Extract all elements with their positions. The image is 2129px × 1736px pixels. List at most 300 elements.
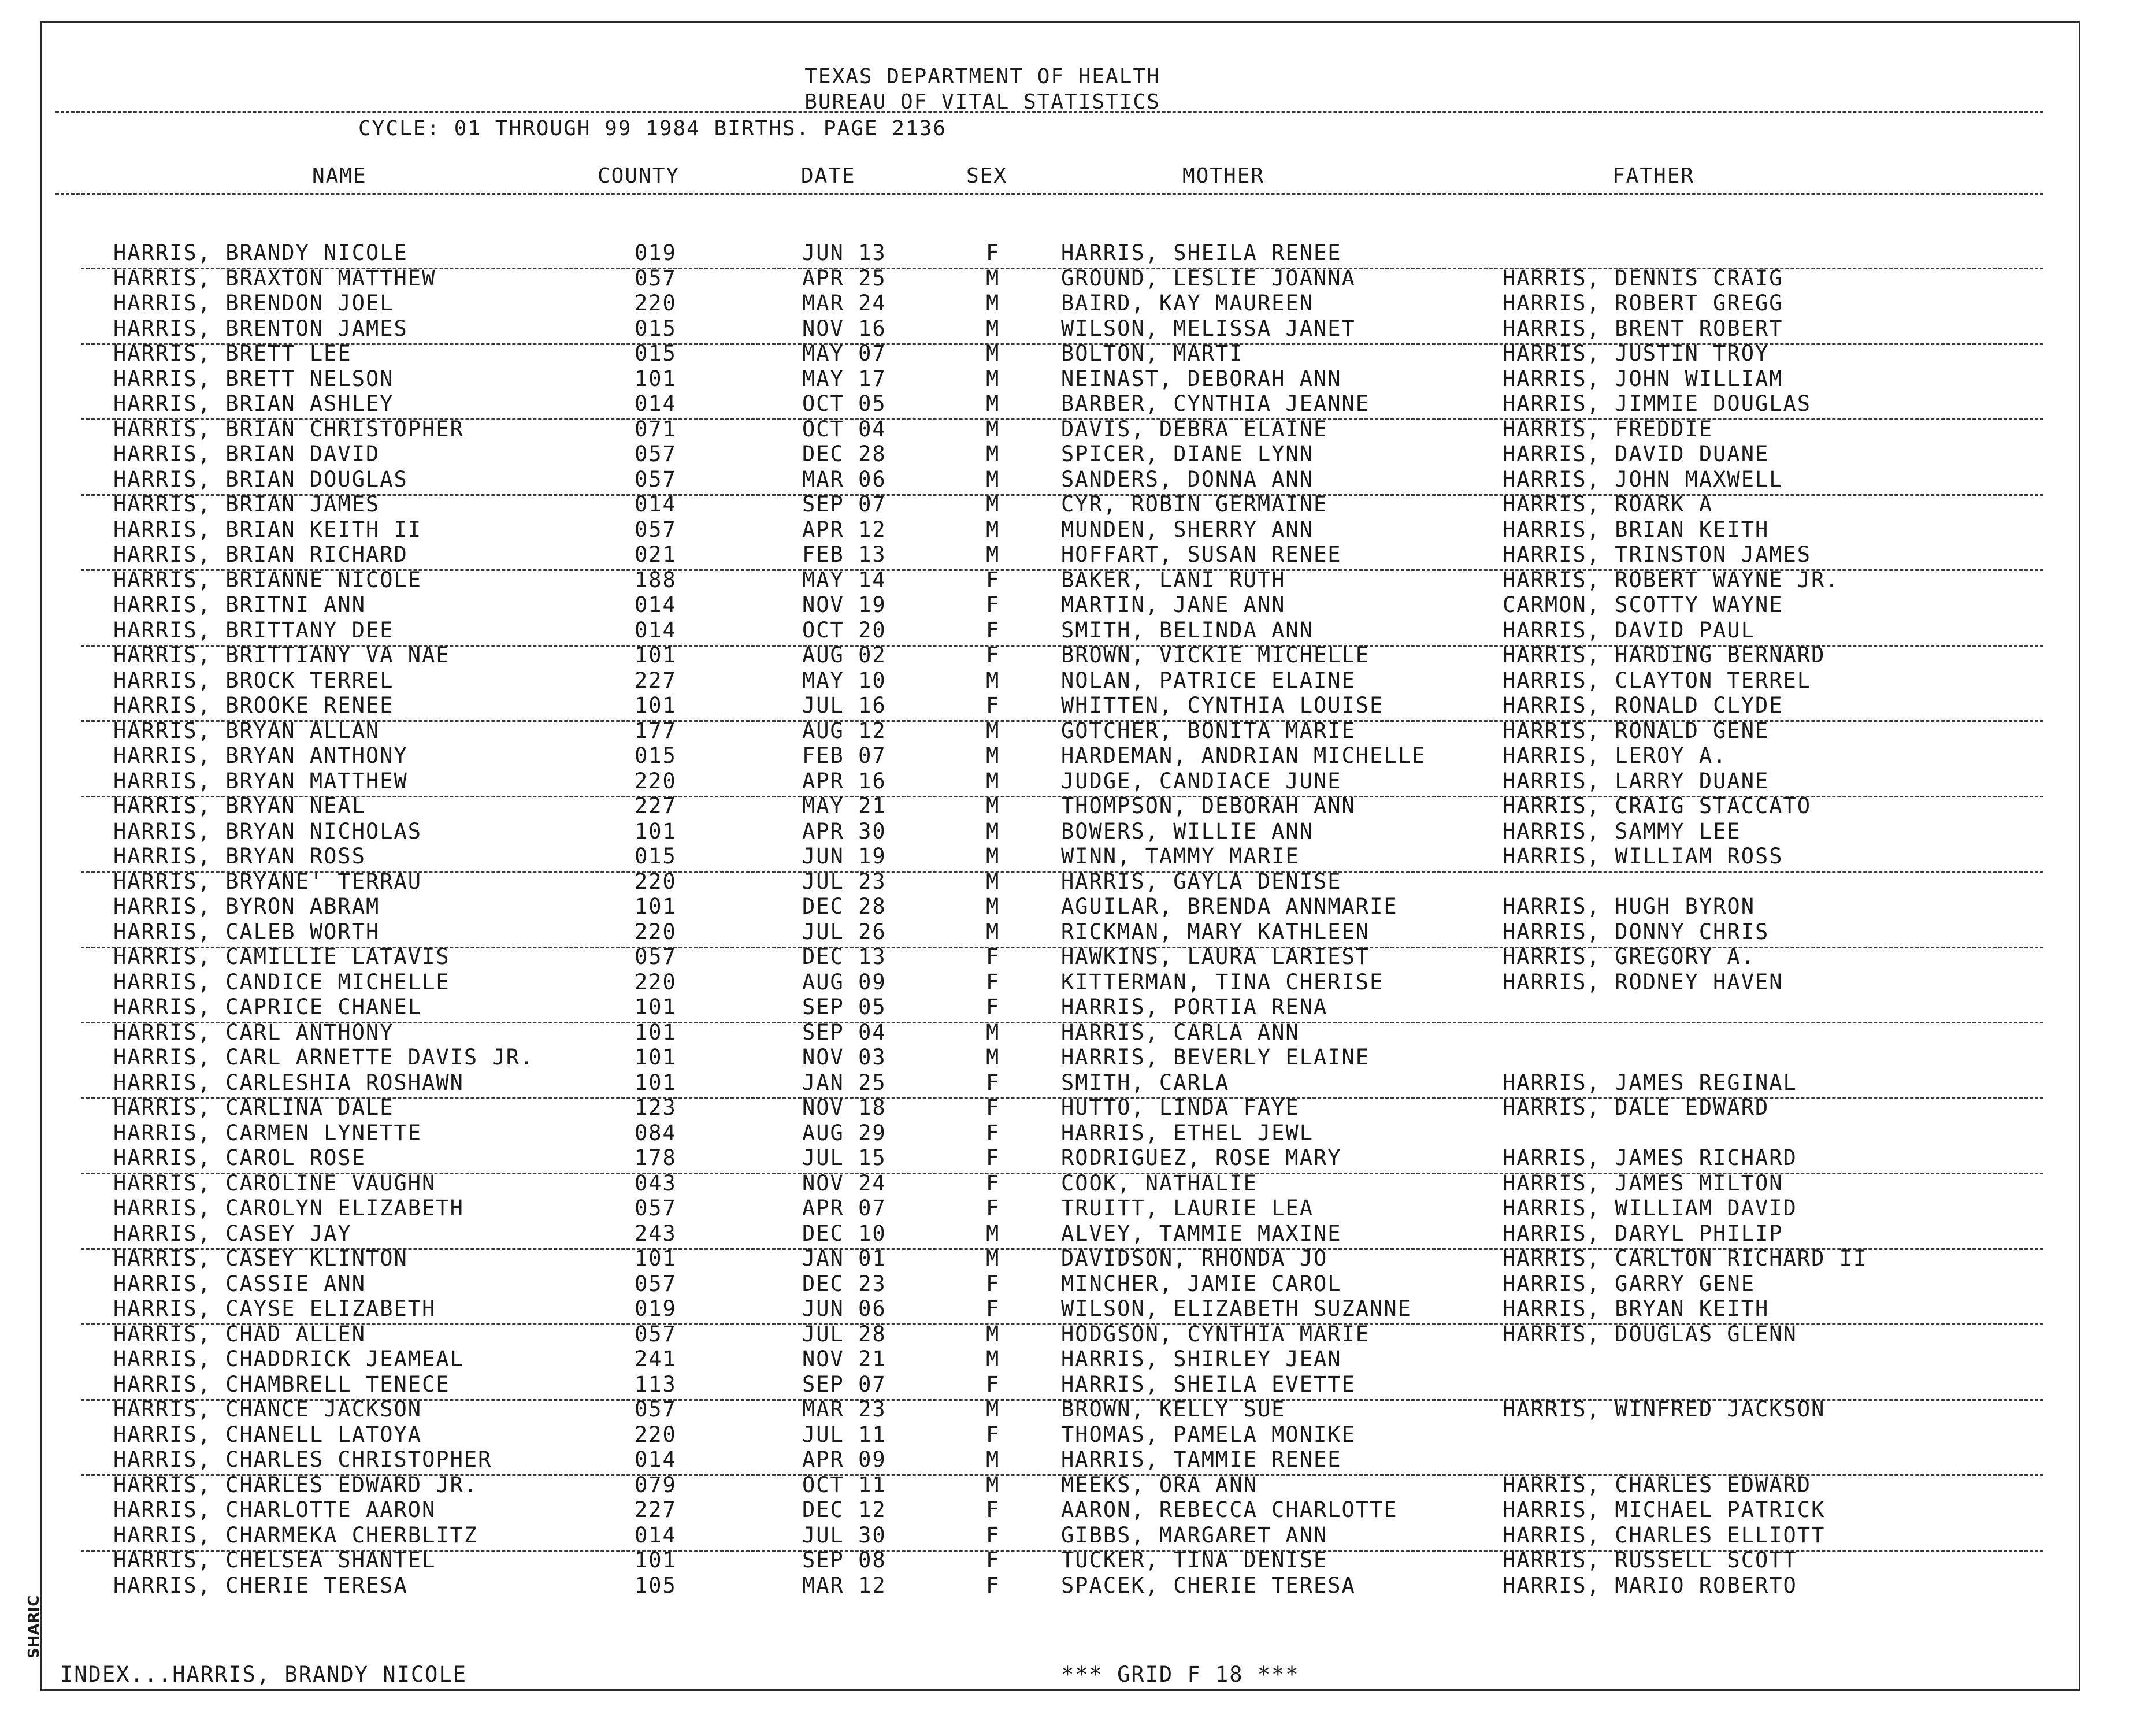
cell-sex: M	[986, 894, 1000, 919]
cell-date: JUL 11	[802, 1422, 887, 1447]
table-row	[0, 240, 2129, 266]
cell-mother: HARRIS, BEVERLY ELAINE	[1061, 1045, 1370, 1070]
cell-name: HARRIS, BRIAN DOUGLAS	[113, 467, 408, 492]
cell-sex: M	[986, 1246, 1000, 1271]
cell-father: HARRIS, ROBERT WAYNE JR.	[1503, 567, 1839, 592]
cell-name: HARRIS, BRENTON JAMES	[113, 316, 408, 341]
cell-mother: JUDGE, CANDIACE JUNE	[1061, 769, 1342, 793]
cell-father: HARRIS, CHARLES ELLIOTT	[1503, 1523, 1826, 1548]
cell-date: JUN 06	[802, 1296, 887, 1321]
cell-date: SEP 07	[802, 492, 887, 517]
cell-father: HARRIS, SAMMY LEE	[1503, 819, 1741, 844]
cell-county: 177	[635, 718, 677, 743]
cell-mother: HUTTO, LINDA FAYE	[1061, 1095, 1300, 1120]
cell-date: MAR 12	[802, 1573, 887, 1598]
table-row	[0, 1523, 2129, 1548]
cell-father: HARRIS, DARYL PHILIP	[1503, 1221, 1783, 1246]
cell-date: NOV 18	[802, 1095, 887, 1120]
cell-date: NOV 21	[802, 1346, 887, 1371]
cell-date: JAN 25	[802, 1070, 887, 1095]
cell-mother: SPACEK, CHERIE TERESA	[1061, 1573, 1356, 1598]
cell-county: 101	[635, 366, 677, 391]
cell-name: HARRIS, CANDICE MICHELLE	[113, 970, 450, 995]
cell-date: AUG 12	[802, 718, 887, 743]
table-row	[0, 567, 2129, 593]
cell-mother: BOWERS, WILLIE ANN	[1061, 819, 1314, 844]
table-row	[0, 1196, 2129, 1221]
cell-sex: F	[986, 592, 1000, 617]
cell-date: APR 12	[802, 517, 887, 542]
cell-father: HARRIS, JOHN MAXWELL	[1503, 467, 1783, 492]
cell-county: 057	[635, 467, 677, 492]
header-rule	[55, 111, 2043, 113]
cell-date: OCT 20	[802, 618, 887, 643]
cell-mother: HARDEMAN, ANDRIAN MICHELLE	[1061, 743, 1426, 768]
cell-date: MAY 21	[802, 793, 887, 818]
cell-sex: F	[986, 618, 1000, 643]
cell-mother: NEINAST, DEBORAH ANN	[1061, 366, 1342, 391]
cell-date: AUG 29	[802, 1121, 887, 1145]
cell-date: AUG 02	[802, 643, 887, 667]
table-row	[0, 592, 2129, 618]
cell-mother: NOLAN, PATRICE ELAINE	[1061, 668, 1356, 693]
cell-county: 084	[635, 1121, 677, 1145]
cell-sex: F	[986, 1523, 1000, 1548]
cell-date: OCT 05	[802, 391, 887, 416]
table-row	[0, 467, 2129, 492]
cell-sex: M	[986, 341, 1000, 366]
cell-mother: GOTCHER, BONITA MARIE	[1061, 718, 1356, 743]
cell-mother: TRUITT, LAURIE LEA	[1061, 1196, 1314, 1221]
cell-county: 101	[635, 643, 677, 667]
cell-sex: M	[986, 442, 1000, 466]
cell-county: 101	[635, 693, 677, 718]
cell-sex: M	[986, 769, 1000, 793]
table-row	[0, 793, 2129, 819]
cell-name: HARRIS, BYRON ABRAM	[113, 894, 380, 919]
cell-county: 015	[635, 743, 677, 768]
cell-father: HARRIS, JOHN WILLIAM	[1503, 366, 1783, 391]
cell-date: APR 07	[802, 1196, 887, 1221]
cell-name: HARRIS, BROCK TERREL	[113, 668, 394, 693]
cell-county: 220	[635, 869, 677, 894]
cell-date: NOV 16	[802, 316, 887, 341]
cell-mother: GROUND, LESLIE JOANNA	[1061, 266, 1356, 291]
cell-date: SEP 07	[802, 1372, 887, 1397]
cell-date: JUL 26	[802, 919, 887, 944]
cell-sex: F	[986, 944, 1000, 969]
cell-mother: KITTERMAN, TINA CHERISE	[1061, 970, 1384, 995]
cell-name: HARRIS, BRIANNE NICOLE	[113, 567, 422, 592]
cell-mother: MINCHER, JAMIE CAROL	[1061, 1271, 1342, 1296]
cell-name: HARRIS, CAROLYN ELIZABETH	[113, 1196, 464, 1221]
cell-sex: M	[986, 1397, 1000, 1422]
cell-county: 101	[635, 894, 677, 919]
cell-date: DEC 10	[802, 1221, 887, 1246]
cell-name: HARRIS, BROOKE RENEE	[113, 693, 394, 718]
cell-name: HARRIS, CHANCE JACKSON	[113, 1397, 422, 1422]
cell-county: 220	[635, 291, 677, 316]
cell-father: HARRIS, JUSTIN TROY	[1503, 341, 1770, 366]
cell-county: 113	[635, 1372, 677, 1397]
cell-father: HARRIS, GARRY GENE	[1503, 1271, 1755, 1296]
table-row	[0, 1472, 2129, 1498]
cell-date: JUN 13	[802, 240, 887, 265]
cell-mother: RICKMAN, MARY KATHLEEN	[1061, 919, 1370, 944]
cell-sex: M	[986, 316, 1000, 341]
cell-father: HARRIS, MICHAEL PATRICK	[1503, 1497, 1826, 1522]
cell-mother: WILSON, ELIZABETH SUZANNE	[1061, 1296, 1412, 1321]
cell-name: HARRIS, BRENDON JOEL	[113, 291, 394, 316]
cell-date: AUG 09	[802, 970, 887, 995]
cell-sex: F	[986, 1372, 1000, 1397]
cell-father: HARRIS, JAMES RICHARD	[1503, 1145, 1797, 1170]
cell-mother: GIBBS, MARGARET ANN	[1061, 1523, 1328, 1548]
cell-sex: F	[986, 1171, 1000, 1196]
cell-mother: HARRIS, SHIRLEY JEAN	[1061, 1346, 1342, 1371]
cell-mother: WHITTEN, CYNTHIA LOUISE	[1061, 693, 1384, 718]
cell-father: HARRIS, CLAYTON TERREL	[1503, 668, 1812, 693]
column-header-father: FATHER	[1612, 164, 1695, 188]
cell-county: 101	[635, 819, 677, 844]
cell-date: JUL 15	[802, 1145, 887, 1170]
cell-date: APR 25	[802, 266, 887, 291]
table-row	[0, 1045, 2129, 1070]
table-row	[0, 919, 2129, 945]
cell-mother: SANDERS, DONNA ANN	[1061, 467, 1314, 492]
cell-date: APR 16	[802, 769, 887, 793]
cell-sex: F	[986, 1296, 1000, 1321]
table-row	[0, 1573, 2129, 1598]
cell-father: HARRIS, DALE EDWARD	[1503, 1095, 1770, 1120]
table-row	[0, 1145, 2129, 1171]
table-row	[0, 1121, 2129, 1146]
cell-name: HARRIS, BRYAN NEAL	[113, 793, 366, 818]
cell-name: HARRIS, BRIAN ASHLEY	[113, 391, 394, 416]
cell-father: HARRIS, WILLIAM DAVID	[1503, 1196, 1797, 1221]
cell-mother: HARRIS, PORTIA RENA	[1061, 995, 1328, 1019]
cell-county: 101	[635, 1548, 677, 1572]
cell-county: 014	[635, 391, 677, 416]
table-row	[0, 1221, 2129, 1247]
cell-date: JUL 30	[802, 1523, 887, 1548]
column-header-county: COUNTY	[598, 164, 680, 188]
cell-father: HARRIS, JAMES MILTON	[1503, 1171, 1783, 1196]
cell-sex: M	[986, 517, 1000, 542]
cell-name: HARRIS, BRITTIANY VA NAE	[113, 643, 450, 667]
cell-county: 057	[635, 1196, 677, 1221]
table-row	[0, 341, 2129, 366]
cell-date: NOV 19	[802, 592, 887, 617]
cell-county: 014	[635, 592, 677, 617]
cell-date: JUN 19	[802, 844, 887, 869]
cell-father: HARRIS, MARIO ROBERTO	[1503, 1573, 1797, 1598]
cell-name: HARRIS, BRAXTON MATTHEW	[113, 266, 436, 291]
cell-name: HARRIS, BRIAN DAVID	[113, 442, 380, 466]
cell-sex: M	[986, 844, 1000, 869]
cell-mother: HARRIS, ETHEL JEWL	[1061, 1121, 1314, 1145]
cell-father: HARRIS, LEROY A.	[1503, 743, 1727, 768]
cell-father: CARMON, SCOTTY WAYNE	[1503, 592, 1783, 617]
cell-mother: AGUILAR, BRENDA ANNMARIE	[1061, 894, 1398, 919]
cell-sex: M	[986, 869, 1000, 894]
cell-father: HARRIS, DAVID PAUL	[1503, 618, 1755, 643]
table-row	[0, 944, 2129, 970]
cell-county: 014	[635, 1523, 677, 1548]
cell-father: HARRIS, CARLTON RICHARD II	[1503, 1246, 1868, 1271]
cell-name: HARRIS, CHARLES EDWARD JR.	[113, 1472, 479, 1497]
table-row	[0, 693, 2129, 718]
cell-father: HARRIS, DENNIS CRAIG	[1503, 266, 1783, 291]
cell-sex: M	[986, 467, 1000, 492]
cell-name: HARRIS, BRYAN ROSS	[113, 844, 366, 869]
cell-father: HARRIS, CHARLES EDWARD	[1503, 1472, 1812, 1497]
column-header-mother: MOTHER	[1182, 164, 1265, 188]
cell-county: 057	[635, 1271, 677, 1296]
cell-sex: M	[986, 391, 1000, 416]
cell-father: HARRIS, HARDING BERNARD	[1503, 643, 1826, 667]
side-mark: SHARIC	[25, 1595, 43, 1659]
cell-date: DEC 28	[802, 442, 887, 466]
cell-father: HARRIS, RUSSELL SCOTT	[1503, 1548, 1797, 1572]
cell-father: HARRIS, BRENT ROBERT	[1503, 316, 1783, 341]
cell-mother: BROWN, VICKIE MICHELLE	[1061, 643, 1370, 667]
table-row	[0, 1346, 2129, 1372]
cell-name: HARRIS, BRIAN KEITH II	[113, 517, 422, 542]
cell-date: OCT 11	[802, 1472, 887, 1497]
cell-mother: MARTIN, JANE ANN	[1061, 592, 1286, 617]
cell-name: HARRIS, CHARLES CHRISTOPHER	[113, 1447, 492, 1472]
table-row	[0, 1070, 2129, 1096]
cell-sex: F	[986, 567, 1000, 592]
cell-name: HARRIS, BRYANE' TERRAU	[113, 869, 422, 894]
cell-date: NOV 24	[802, 1171, 887, 1196]
cell-date: NOV 03	[802, 1045, 887, 1070]
cell-name: HARRIS, CHARLOTTE AARON	[113, 1497, 436, 1522]
cell-county: 101	[635, 1020, 677, 1045]
cell-sex: M	[986, 1020, 1000, 1045]
cell-mother: HAWKINS, LAURA LARIEST	[1061, 944, 1370, 969]
cell-mother: SMITH, CARLA	[1061, 1070, 1230, 1095]
cell-sex: F	[986, 643, 1000, 667]
cell-father: HARRIS, WINFRED JACKSON	[1503, 1397, 1826, 1422]
cell-sex: M	[986, 819, 1000, 844]
column-header-name: NAME	[312, 164, 367, 188]
cell-county: 057	[635, 442, 677, 466]
cell-county: 015	[635, 316, 677, 341]
cell-sex: M	[986, 1472, 1000, 1497]
cell-mother: TUCKER, TINA DENISE	[1061, 1548, 1328, 1572]
cell-name: HARRIS, CAPRICE CHANEL	[113, 995, 422, 1019]
cell-date: JUL 28	[802, 1322, 887, 1346]
cell-county: 019	[635, 240, 677, 265]
table-row	[0, 517, 2129, 543]
cell-sex: M	[986, 743, 1000, 768]
cell-mother: HARRIS, TAMMIE RENEE	[1061, 1447, 1342, 1472]
cell-name: HARRIS, CARLINA DALE	[113, 1095, 394, 1120]
table-row	[0, 1447, 2129, 1472]
cell-name: HARRIS, BRYAN MATTHEW	[113, 769, 408, 793]
cell-mother: AARON, REBECCA CHARLOTTE	[1061, 1497, 1398, 1522]
cell-sex: F	[986, 970, 1000, 995]
cell-mother: THOMAS, PAMELA MONIKE	[1061, 1422, 1356, 1447]
cell-name: HARRIS, BRITTANY DEE	[113, 618, 394, 643]
cell-county: 015	[635, 341, 677, 366]
cell-father: HARRIS, LARRY DUANE	[1503, 769, 1770, 793]
cell-sex: F	[986, 1095, 1000, 1120]
cell-sex: F	[986, 1070, 1000, 1095]
cell-county: 188	[635, 567, 677, 592]
bureau-title: BUREAU OF VITAL STATISTICS	[804, 90, 1160, 114]
cell-mother: SPICER, DIANE LYNN	[1061, 442, 1314, 466]
cell-name: HARRIS, BRIAN CHRISTOPHER	[113, 417, 464, 442]
cell-county: 178	[635, 1145, 677, 1170]
cell-mother: MUNDEN, SHERRY ANN	[1061, 517, 1314, 542]
cell-sex: M	[986, 919, 1000, 944]
cycle-line: CYCLE: 01 THROUGH 99 1984 BIRTHS. PAGE 2136	[358, 117, 947, 140]
cell-name: HARRIS, CHANELL LATOYA	[113, 1422, 422, 1447]
cell-date: DEC 28	[802, 894, 887, 919]
cell-date: JUL 16	[802, 693, 887, 718]
cell-county: 057	[635, 1397, 677, 1422]
cell-county: 057	[635, 266, 677, 291]
cell-name: HARRIS, CARLESHIA ROSHAWN	[113, 1070, 464, 1095]
cell-name: HARRIS, BRETT LEE	[113, 341, 352, 366]
cell-mother: SMITH, BELINDA ANN	[1061, 618, 1314, 643]
cell-sex: M	[986, 793, 1000, 818]
cell-county: 014	[635, 1447, 677, 1472]
cell-name: HARRIS, BRIAN RICHARD	[113, 542, 408, 567]
cell-sex: M	[986, 291, 1000, 316]
table-row	[0, 1422, 2129, 1448]
cell-name: HARRIS, CARL ARNETTE DAVIS JR.	[113, 1045, 535, 1070]
table-row	[0, 1271, 2129, 1297]
cell-county: 123	[635, 1095, 677, 1120]
cell-county: 071	[635, 417, 677, 442]
cell-county: 105	[635, 1573, 677, 1598]
table-row	[0, 970, 2129, 995]
cell-date: APR 09	[802, 1447, 887, 1472]
cell-mother: BAKER, LANI RUTH	[1061, 567, 1286, 592]
cell-father: HARRIS, RONALD CLYDE	[1503, 693, 1783, 718]
table-row	[0, 1095, 2129, 1121]
cell-county: 220	[635, 970, 677, 995]
column-header-date: DATE	[801, 164, 856, 188]
cell-sex: M	[986, 266, 1000, 291]
cell-date: OCT 04	[802, 417, 887, 442]
cell-date: SEP 08	[802, 1548, 887, 1572]
cell-name: HARRIS, BRETT NELSON	[113, 366, 394, 391]
cell-county: 241	[635, 1346, 677, 1371]
table-row	[0, 1497, 2129, 1523]
cell-county: 101	[635, 995, 677, 1019]
cell-father: HARRIS, TRINSTON JAMES	[1503, 542, 1812, 567]
cell-mother: HODGSON, CYNTHIA MARIE	[1061, 1322, 1370, 1346]
table-row	[0, 492, 2129, 517]
cell-date: MAY 10	[802, 668, 887, 693]
cell-name: HARRIS, BRIAN JAMES	[113, 492, 380, 517]
table-row	[0, 1372, 2129, 1397]
table-row	[0, 266, 2129, 291]
cell-mother: DAVIS, DEBRA ELAINE	[1061, 417, 1328, 442]
cell-sex: F	[986, 1145, 1000, 1170]
cell-sex: M	[986, 542, 1000, 567]
cell-name: HARRIS, CHARMEKA CHERBLITZ	[113, 1523, 479, 1548]
cell-name: HARRIS, CHAD ALLEN	[113, 1322, 366, 1346]
cell-sex: F	[986, 1196, 1000, 1221]
cell-mother: BARBER, CYNTHIA JEANNE	[1061, 391, 1370, 416]
cell-sex: F	[986, 995, 1000, 1019]
cell-county: 014	[635, 618, 677, 643]
table-row	[0, 643, 2129, 668]
cell-sex: M	[986, 492, 1000, 517]
cell-mother: CYR, ROBIN GERMAINE	[1061, 492, 1328, 517]
cell-date: SEP 05	[802, 995, 887, 1019]
table-row	[0, 1171, 2129, 1196]
cell-sex: F	[986, 1271, 1000, 1296]
cell-county: 243	[635, 1221, 677, 1246]
department-title: TEXAS DEPARTMENT OF HEALTH	[804, 65, 1160, 88]
cell-name: HARRIS, CAYSE ELIZABETH	[113, 1296, 436, 1321]
cell-mother: HARRIS, SHEILA EVETTE	[1061, 1372, 1356, 1397]
cell-mother: WINN, TAMMY MARIE	[1061, 844, 1300, 869]
cell-sex: M	[986, 668, 1000, 693]
cell-sex: M	[986, 1221, 1000, 1246]
cell-date: MAY 07	[802, 341, 887, 366]
cell-county: 057	[635, 1322, 677, 1346]
table-row	[0, 316, 2129, 342]
table-row	[0, 1296, 2129, 1322]
table-row	[0, 618, 2129, 643]
cell-county: 101	[635, 1045, 677, 1070]
cell-name: HARRIS, BRYAN NICHOLAS	[113, 819, 422, 844]
cell-name: HARRIS, BRANDY NICOLE	[113, 240, 408, 265]
cell-county: 227	[635, 668, 677, 693]
table-row	[0, 718, 2129, 744]
cell-name: HARRIS, BRITNI ANN	[113, 592, 366, 617]
cell-date: JUL 23	[802, 869, 887, 894]
table-row	[0, 1397, 2129, 1422]
cell-county: 101	[635, 1246, 677, 1271]
cell-mother: BOLTON, MARTI	[1061, 341, 1244, 366]
table-row	[0, 417, 2129, 442]
cell-county: 101	[635, 1070, 677, 1095]
cell-father: HARRIS, JAMES REGINAL	[1503, 1070, 1797, 1095]
cell-date: DEC 13	[802, 944, 887, 969]
table-row	[0, 542, 2129, 567]
cell-name: HARRIS, CHERIE TERESA	[113, 1573, 408, 1598]
cell-name: HARRIS, CAROL ROSE	[113, 1145, 366, 1170]
cell-name: HARRIS, CAROLINE VAUGHN	[113, 1171, 436, 1196]
cell-father: HARRIS, GREGORY A.	[1503, 944, 1755, 969]
table-row	[0, 819, 2129, 844]
cell-father: HARRIS, FREDDIE	[1503, 417, 1713, 442]
cell-mother: HARRIS, CARLA ANN	[1061, 1020, 1300, 1045]
cell-date: MAY 14	[802, 567, 887, 592]
cell-county: 220	[635, 1422, 677, 1447]
table-row	[0, 1322, 2129, 1347]
table-row	[0, 769, 2129, 794]
footer-grid: *** GRID F 18 ***	[1061, 1662, 1300, 1687]
table-row	[0, 366, 2129, 392]
cell-father: HARRIS, ROBERT GREGG	[1503, 291, 1783, 316]
cell-father: HARRIS, HUGH BYRON	[1503, 894, 1755, 919]
table-row	[0, 1020, 2129, 1045]
cell-father: HARRIS, RONALD GENE	[1503, 718, 1770, 743]
cell-father: HARRIS, DOUGLAS GLENN	[1503, 1322, 1797, 1346]
cell-sex: M	[986, 417, 1000, 442]
cell-date: MAR 23	[802, 1397, 887, 1422]
